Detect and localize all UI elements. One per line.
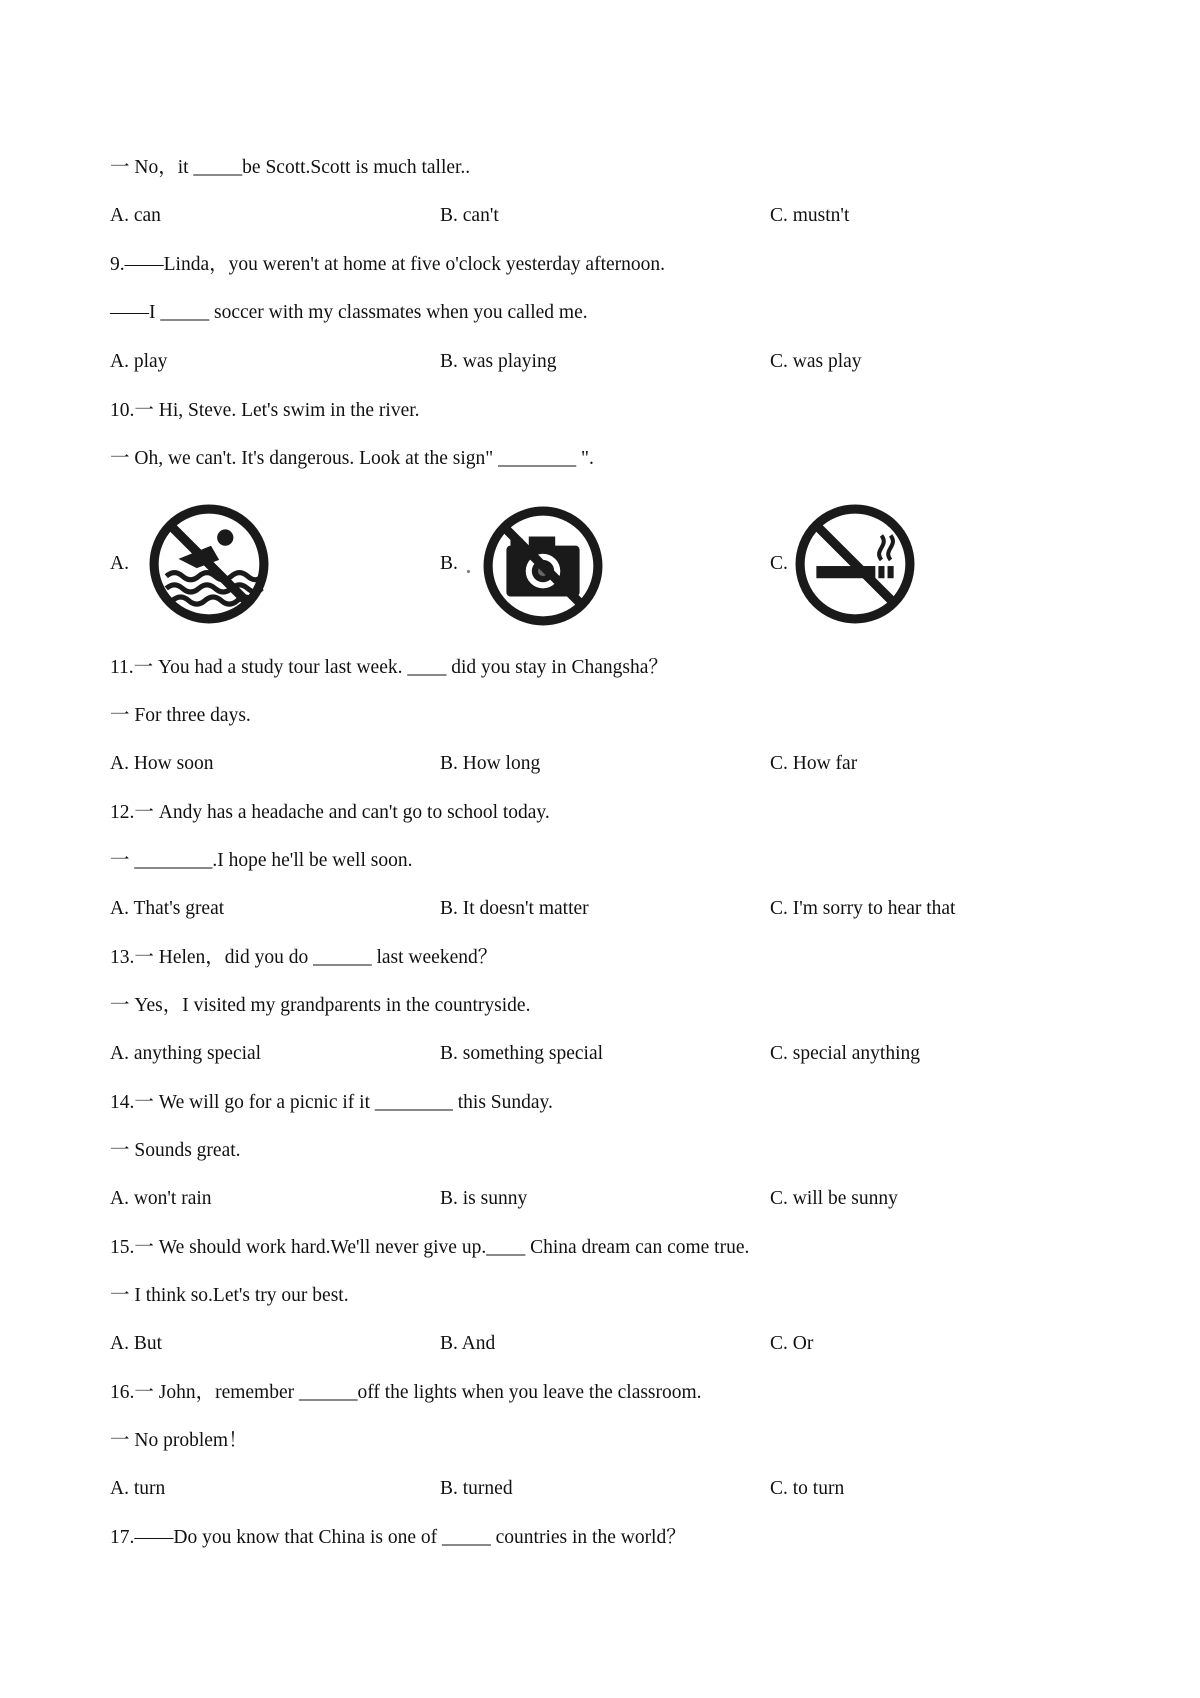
- option-b: B. was playing: [440, 351, 557, 372]
- no-swimming-icon: [148, 503, 270, 625]
- option-c: C. was play: [770, 351, 862, 372]
- question-line: 13.一 Helen，did you do ______ last weekend？: [110, 947, 498, 968]
- option-a: A. turn: [110, 1478, 166, 1499]
- option-b: B. And: [440, 1333, 496, 1354]
- option-a: A. play: [110, 351, 168, 372]
- option-b: B.: [440, 553, 458, 574]
- question-line: 一 No，it _____be Scott.Scott is much taller..: [110, 157, 471, 178]
- question-line: 一 Yes，I visited my grandparents in the countryside.: [110, 995, 531, 1016]
- question-line: 一 No problem！: [110, 1430, 248, 1451]
- question-line: 11.一 You had a study tour last week. ____ did you stay in Changsha？: [110, 657, 668, 678]
- option-b: B. can't: [440, 205, 499, 226]
- option-b: B. turned: [440, 1478, 513, 1499]
- scan-speck: [467, 570, 470, 573]
- option-c: C. I'm sorry to hear that: [770, 898, 956, 919]
- question-line: 17.——Do you know that China is one of _____ countries in the world？: [110, 1527, 686, 1548]
- option-a: A. anything special: [110, 1043, 262, 1064]
- question-line: ——I _____ soccer with my classmates when you called me.: [110, 302, 588, 323]
- option-c: C. will be sunny: [770, 1188, 898, 1209]
- option-a: A. can: [110, 205, 161, 226]
- option-a: A. That's great: [110, 898, 225, 919]
- option-c: C. How far: [770, 753, 858, 774]
- question-line: 15.一 We should work hard.We'll never give up.____ China dream can come true.: [110, 1237, 750, 1258]
- option-b: B. How long: [440, 753, 541, 774]
- option-a: A.: [110, 553, 129, 574]
- option-a: A. won't rain: [110, 1188, 212, 1209]
- option-a: A. How soon: [110, 753, 214, 774]
- question-line: 一 I think so.Let's try our best.: [110, 1285, 349, 1306]
- question-line: 14.一 We will go for a picnic if it ________ this Sunday.: [110, 1092, 553, 1113]
- option-b: B. something special: [440, 1043, 604, 1064]
- question-line: 一 Oh, we can't. It's dangerous. Look at the sign" ________ ".: [110, 448, 594, 469]
- option-c: C. Or: [770, 1333, 814, 1354]
- question-line: 一 Sounds great.: [110, 1140, 241, 1161]
- option-c: C. mustn't: [770, 205, 850, 226]
- question-line: 10.一 Hi, Steve. Let's swim in the river.: [110, 400, 420, 421]
- option-b: B. is sunny: [440, 1188, 528, 1209]
- option-c: C. special anything: [770, 1043, 921, 1064]
- no-camera-icon: [482, 505, 604, 627]
- question-line: 12.一 Andy has a headache and can't go to school today.: [110, 802, 550, 823]
- question-line: 一 For three days.: [110, 705, 251, 726]
- question-line: 9.——Linda，you weren't at home at five o'clock yesterday afternoon.: [110, 254, 666, 275]
- option-b: B. It doesn't matter: [440, 898, 589, 919]
- option-c: C. to turn: [770, 1478, 845, 1499]
- question-line: 16.一 John，remember ______off the lights when you leave the classroom.: [110, 1382, 702, 1403]
- question-line: 一 ________.I hope he'll be well soon.: [110, 850, 413, 871]
- option-a: A. But: [110, 1333, 163, 1354]
- no-smoking-icon: [794, 503, 916, 625]
- option-c: C.: [770, 553, 788, 574]
